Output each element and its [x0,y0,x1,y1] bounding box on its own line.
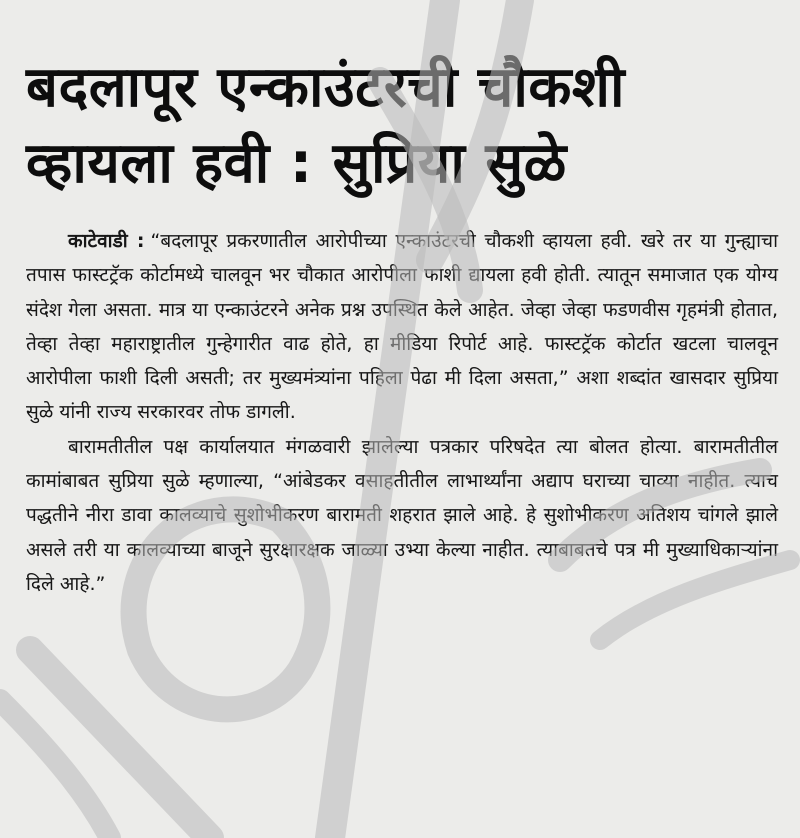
watermark-stroke-5 [0,700,110,838]
headline [26,50,786,202]
article-body [26,224,778,601]
headline-line-1: बदलापूर एन्काउंटरची चौकशी [26,55,625,120]
watermark-stroke-4 [30,650,210,838]
paragraph-1-text: “बदलापूर प्रकरणातील आरोपीच्या एन्काउंटरची चौकशी व्हायला हवी. खरे तर या गुन्ह्याचा तपास फास्टट्रॅक कोर्टामध्ये चालवून भर चौकात आरोपीला फाशी द्यायला हवी होती. त्यातून समाजात एक योग्य संदेश गेला असता. मात्र या एन्काउंटरने अनेक प्रश्न उपस्थित केले आहेत. जेव्हा जेव्हा फडणवीस गृहमंत्री होतात, तेव्हा तेव्हा महाराष्ट्रातील गुन्हेगारीत वाढ होते, हा मीडिया रिपोर्ट आहे. फास्टट्रॅक कोर्टात खटला चालवून आरोपीला फाशी दिली असती; तर मुख्यमंत्र्यांना पहिला पेढा मी दिला असता,” अशा शब्दांत खासदार सुप्रिया सुळे यांनी राज्य सरकारवर तोफ डागली. [26,230,779,424]
dateline: काटेवाडी : [68,230,145,252]
paragraph-2: बारामतीतील पक्ष कार्यालयात मंगळवारी झालेल्या पत्रकार परिषदेत त्या बोलत होत्या. बारामतीतील कामांबाबत सुप्रिया सुळे म्हणाल्या, “आंबेडकर वसाहतीतील लाभार्थ्यांना अद्याप घराच्या चाव्या नाहीत. त्याच पद्धतीने नीरा डावा कालव्याचे सुशोभीकरण बारामती शहरात झाले आहे. हे सुशोभीकरण अतिशय चांगले झाले असले तरी या कालव्याच्या बाजूने सुरक्षारक्षक जाळ्या उभ्या केल्या नाहीत. त्याबाबतचे पत्र मी मुख्याधिकाऱ्यांना दिले आहे.” [26,435,778,595]
headline-line-2: व्हायला हवी : सुप्रिया सुळे [26,131,567,196]
paragraph-1 [26,224,778,430]
